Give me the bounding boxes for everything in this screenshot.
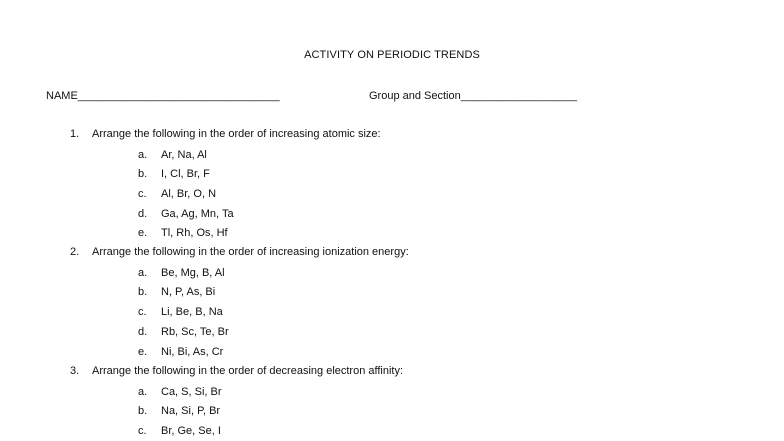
question-prompt: Arrange the following in the order of increasing atomic size: [92,128,381,140]
item-text: Na, Si, P, Br [161,405,221,417]
item-letter: d. [138,208,148,220]
item-letter: d. [138,326,148,338]
item-text: N, P, As, Bi [161,286,216,298]
question-prompt: Arrange the following in the order of increasing ionization energy: [92,246,409,258]
list-item [138,386,222,398]
question-prompt: Arrange the following in the order of decreasing electron affinity: [92,365,404,377]
item-text: Ar, Na, Al [161,149,207,161]
question-2 [70,246,409,258]
item-letter: c. [138,188,147,200]
list-item [138,405,220,417]
item-text: I, Cl, Br, F [161,168,210,180]
list-item [138,267,225,279]
item-text: Li, Be, B, Na [161,306,223,318]
list-item [138,208,234,220]
question-3 [70,365,403,377]
page-title: ACTIVITY ON PERIODIC TRENDS [304,49,480,61]
list-item [138,227,228,239]
item-text: Al, Br, O, N [161,188,217,200]
item-letter: b. [138,286,148,298]
question-number: 1. [70,128,80,140]
item-text: Tl, Rh, Os, Hf [161,227,228,239]
item-text: Ni, Bi, As, Cr [161,346,224,358]
question-number: 2. [70,246,80,258]
item-letter: a. [138,267,148,279]
item-text: Ga, Ag, Mn, Ta [161,208,234,220]
item-letter: e. [138,346,148,358]
list-item [138,326,229,338]
list-item [138,149,207,161]
item-letter: a. [138,386,148,398]
item-text: Ca, S, Si, Br [161,386,222,398]
name-field: NAME_________________________________ [46,90,280,102]
question-1 [70,128,381,140]
item-letter: b. [138,168,148,180]
list-item [138,346,223,358]
item-letter: e. [138,227,148,239]
item-text: Br, Ge, Se, I [161,425,221,437]
list-item [138,425,221,437]
item-text: Be, Mg, B, Al [161,267,225,279]
question-number: 3. [70,365,80,377]
list-item [138,168,210,180]
list-item [138,188,216,200]
list-item [138,286,215,298]
item-text: Rb, Sc, Te, Br [161,326,229,338]
group-section-field: Group and Section___________________ [369,90,577,102]
item-letter: c. [138,425,147,437]
item-letter: c. [138,306,147,318]
item-letter: a. [138,149,148,161]
list-item [138,306,223,318]
item-letter: b. [138,405,148,417]
